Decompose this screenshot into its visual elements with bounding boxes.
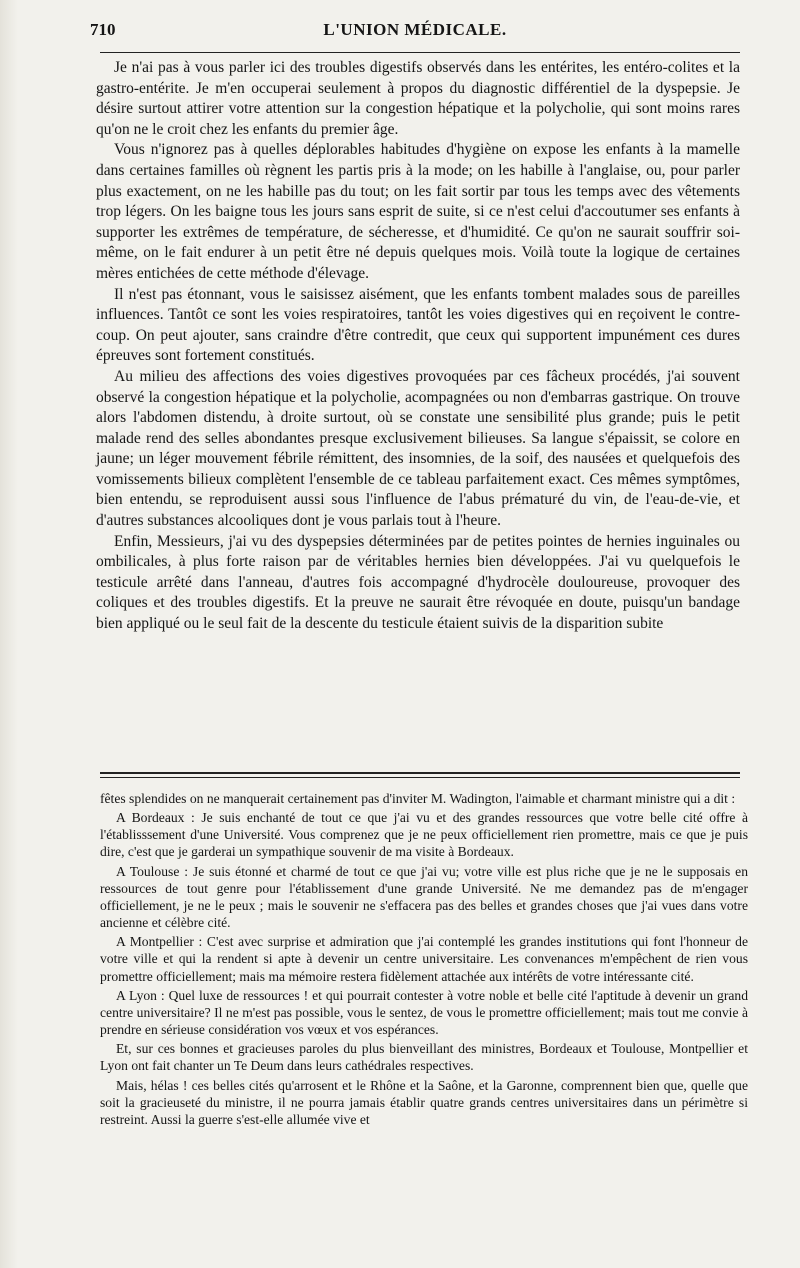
page-edge-shadow: [0, 0, 18, 1268]
feuilleton-paragraph: A Toulouse : Je suis étonné et charmé de tout ce que j'ai vu; votre ville est plus riche que je ne le supposais en ressources de tout genre pour l'établissement d'une grande Université. Ne me demandez pas de m'engager officiellement, je ne le peux ; mais le souvenir ne s'effacera pas des belles et grandes choses que j'ai vues dans votre ancienne et célèbre cité.: [100, 863, 748, 931]
feuilleton-paragraph: A Bordeaux : Je suis enchanté de tout ce que j'ai vu et des grandes ressources que votre belle cité offre à l'établisssement d'une Université. Vous comprenez que je ne peux officiellement rien promettre, mais ce que je puis dire, c'est que je garderai un sympathique souvenir de ma visite à Bordeaux.: [100, 810, 748, 860]
main-paragraph: Je n'ai pas à vous parler ici des troubles digestifs observés dans les entérites, les entéro-colites et la gastro-entérite. Je m'en occuperai seulement à propos du diagnostic différentiel de la dyspepsie. Je désire surtout attirer votre attention sur la congestion hépatique et la polycholie, qui sont moins rares qu'on ne le croit chez les enfants du premier âge.: [96, 59, 740, 138]
main-paragraph: Il n'est pas étonnant, vous le saisissez aisément, que les enfants tombent malades sous de pareilles influences. Tantôt ce sont les voies respiratoires, tantôt les voies digestives qui en reçoivent le contre-coup. On peut ajouter, sans craindre d'être contredit, que ceux qui supportent impunément ces dures épreuves sont fortement constitués.: [96, 285, 740, 365]
feuilleton-paragraph: A Montpellier : C'est avec surprise et admiration que j'ai contemplé les grandes institutions qui font l'honneur de votre ville et qui la rendent si apte à devenir un centre universitaire. Les convenances m'empêchent de rien vous promettre officiellement; mais ma mémoire restera fidèlement attachée aux intérêts de votre intéressante cité.: [100, 934, 748, 984]
feuilleton-paragraph: fêtes splendides on ne manquerait certainement pas d'inviter M. Wadington, l'aimable et charmant ministre qui a dit :: [100, 791, 736, 806]
main-paragraph: Vous n'ignorez pas à quelles déplorables habitudes d'hygiène on expose les enfants à la mamelle dans certaines familles où règnent les partis pris à la mode; on les habille à l'anglaise, ou, pour parler plus exactement, on ne les habille pas du tout; on les fait sortir par tous les temps avec des vêtements trop légers. On les baigne tous les jours sans esprit de suite, si ce n'est celui d'accoutumer ses enfants à supporter les extrêmes de température, de sécheresse, et d'humidité. Ce qu'on ne saurait souffrir soi-même, on le fait endurer à un petit être né depuis quelques mois. Voilà toute la logique de certaines mères entichées de cette méthode d'élevage.: [96, 141, 740, 282]
feuilleton-text: [100, 790, 748, 1128]
feuilleton-paragraph: Et, sur ces bonnes et gracieuses paroles du plus bienveillant des ministres, Bordeaux et Toulouse, Montpellier et Lyon ont fait chanter un Te Deum dans leurs cathédrales respectives.: [100, 1041, 748, 1074]
feuilleton-paragraph: Mais, hélas ! ces belles cités qu'arrosent et le Rhône et la Saône, et la Garonne, comprennent bien que, quelle que soit la gracieuseté du ministre, il ne pourra jamais établir quatre grands centres universitaires dans un périmètre si restreint. Aussi la guerre s'est-elle allumée vive et: [100, 1077, 748, 1127]
running-title: L'UNION MÉDICALE.: [323, 20, 507, 39]
header-rule: [100, 52, 740, 53]
main-paragraph: Au milieu des affections des voies digestives provoquées par ces fâcheux procédés, j'ai souvent observé la congestion hépatique et la polycholie, acompagnées ou non d'embarras gastrique. On trouve alors l'abdomen distendu, à droite surtout, où se constate une sensibilité plus grande; puis le petit malade rend des selles abondantes presque exclusivement bilieuses. Sa langue s'épaissit, se colore en jaune; un léger mouvement fébrile rémittent, des insomnies, de la soif, des nausées et quelquefois des vomissements bilieux complètent l'ensemble de ce tableau parfaitement exact. Ces mêmes symptômes, bien entendu, se reproduisent aussi sous l'influence de l'abus prématuré du vin, de l'eau-de-vie, et d'autres substances alcooliques dont je vous parlais tout à l'heure.: [96, 367, 740, 530]
feuilleton-separator-thin: [100, 777, 740, 778]
main-paragraph: Enfin, Messieurs, j'ai vu des dyspepsies déterminées par de petites pointes de hernies inguinales ou ombilicales, à plus forte raison par de véritables hernies bien développées. J'ai vu quelquefois le testicule arrêté dans l'anneau, d'autres fois accompagné d'hydrocèle douloureuse, provoquer des coliques et des troubles digestifs. Et la preuve ne saurait être révoquée en doute, puisqu'un bandage bien appliqué ou le seul fait de la descente du testicule étaient suivis de la disparition subite: [96, 532, 740, 633]
feuilleton-separator-thick: [100, 772, 740, 774]
main-text: [96, 58, 740, 635]
page-header: [90, 18, 740, 46]
page-number: 710: [90, 20, 116, 39]
feuilleton-paragraph: A Lyon : Quel luxe de ressources ! et qui pourrait contester à votre noble et belle cité l'aptitude à devenir un grand centre universitaire? Il ne m'est pas possible, vous le sentez, de vous le promettre officiellement; mais tout me convie à prendre en sérieuse considération vos vœux et vos espérances.: [100, 987, 748, 1038]
